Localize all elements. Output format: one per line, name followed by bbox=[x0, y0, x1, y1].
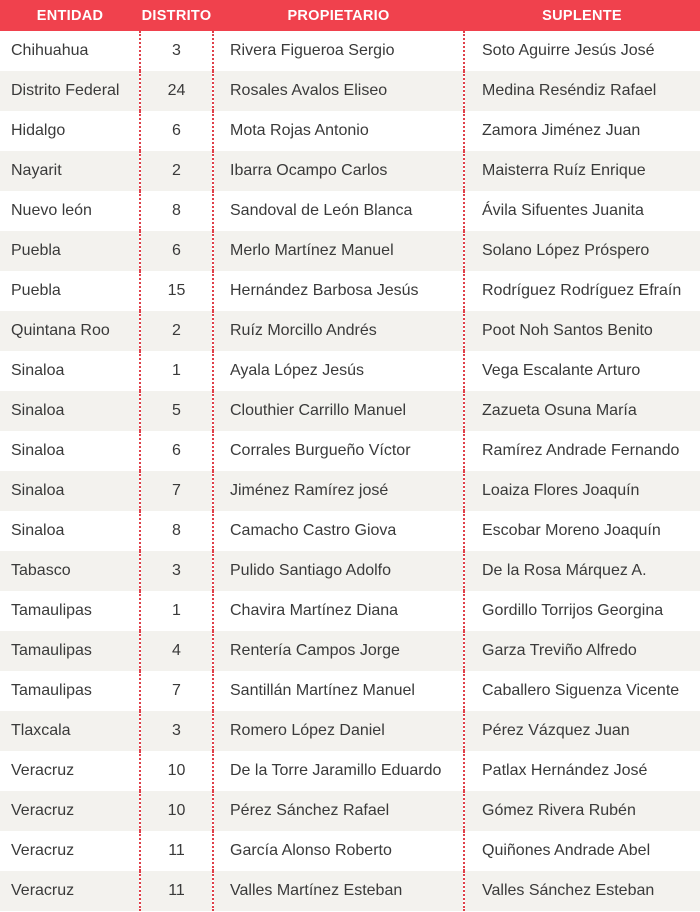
cell-distrito: 10 bbox=[140, 791, 213, 831]
cell-entidad: Veracruz bbox=[0, 871, 140, 911]
cell-suplente: Pérez Vázquez Juan bbox=[464, 711, 700, 751]
cell-distrito: 8 bbox=[140, 511, 213, 551]
cell-distrito: 8 bbox=[140, 191, 213, 231]
cell-propietario: Valles Martínez Esteban bbox=[213, 871, 464, 911]
cell-entidad: Tabasco bbox=[0, 551, 140, 591]
cell-suplente: Ávila Sifuentes Juanita bbox=[464, 191, 700, 231]
cell-distrito: 2 bbox=[140, 311, 213, 351]
cell-distrito: 6 bbox=[140, 431, 213, 471]
cell-distrito: 10 bbox=[140, 751, 213, 791]
cell-propietario: Rivera Figueroa Sergio bbox=[213, 31, 464, 71]
cell-distrito: 11 bbox=[140, 871, 213, 911]
cell-distrito: 2 bbox=[140, 151, 213, 191]
cell-distrito: 24 bbox=[140, 71, 213, 111]
cell-entidad: Nuevo león bbox=[0, 191, 140, 231]
cell-suplente: Medina Reséndiz Rafael bbox=[464, 71, 700, 111]
cell-entidad: Tamaulipas bbox=[0, 631, 140, 671]
cell-entidad: Chihuahua bbox=[0, 31, 140, 71]
table-header bbox=[0, 0, 700, 31]
cell-entidad: Tamaulipas bbox=[0, 671, 140, 711]
cell-propietario: Pulido Santiago Adolfo bbox=[213, 551, 464, 591]
header-suplente: SUPLENTE bbox=[464, 0, 700, 31]
table-row bbox=[0, 831, 700, 871]
cell-propietario: Jiménez Ramírez josé bbox=[213, 471, 464, 511]
table-row bbox=[0, 191, 700, 231]
cell-propietario: Ruíz Morcillo Andrés bbox=[213, 311, 464, 351]
header-row bbox=[0, 0, 700, 31]
cell-propietario: Rosales Avalos Eliseo bbox=[213, 71, 464, 111]
table-row bbox=[0, 351, 700, 391]
cell-suplente: Solano López Próspero bbox=[464, 231, 700, 271]
cell-suplente: Zamora Jiménez Juan bbox=[464, 111, 700, 151]
cell-distrito: 3 bbox=[140, 551, 213, 591]
cell-suplente: Garza Treviño Alfredo bbox=[464, 631, 700, 671]
cell-distrito: 3 bbox=[140, 711, 213, 751]
cell-propietario: Merlo Martínez Manuel bbox=[213, 231, 464, 271]
table-row bbox=[0, 31, 700, 71]
table-row bbox=[0, 471, 700, 511]
cell-entidad: Quintana Roo bbox=[0, 311, 140, 351]
cell-entidad: Tamaulipas bbox=[0, 591, 140, 631]
cell-suplente: Patlax Hernández José bbox=[464, 751, 700, 791]
cell-entidad: Nayarit bbox=[0, 151, 140, 191]
table-row bbox=[0, 271, 700, 311]
cell-propietario: Mota Rojas Antonio bbox=[213, 111, 464, 151]
cell-entidad: Puebla bbox=[0, 271, 140, 311]
cell-suplente: Caballero Siguenza Vicente bbox=[464, 671, 700, 711]
cell-suplente: Loaiza Flores Joaquín bbox=[464, 471, 700, 511]
table-row bbox=[0, 791, 700, 831]
cell-propietario: Hernández Barbosa Jesús bbox=[213, 271, 464, 311]
cell-suplente: Maisterra Ruíz Enrique bbox=[464, 151, 700, 191]
cell-suplente: Vega Escalante Arturo bbox=[464, 351, 700, 391]
cell-entidad: Puebla bbox=[0, 231, 140, 271]
cell-suplente: De la Rosa Márquez A. bbox=[464, 551, 700, 591]
cell-propietario: Ayala López Jesús bbox=[213, 351, 464, 391]
cell-propietario: Camacho Castro Giova bbox=[213, 511, 464, 551]
table-body bbox=[0, 31, 700, 911]
table-row bbox=[0, 671, 700, 711]
cell-suplente: Ramírez Andrade Fernando bbox=[464, 431, 700, 471]
cell-distrito: 7 bbox=[140, 471, 213, 511]
cell-suplente: Poot Noh Santos Benito bbox=[464, 311, 700, 351]
table-row bbox=[0, 231, 700, 271]
cell-entidad: Hidalgo bbox=[0, 111, 140, 151]
table-row bbox=[0, 551, 700, 591]
cell-propietario: Romero López Daniel bbox=[213, 711, 464, 751]
table-row bbox=[0, 71, 700, 111]
cell-suplente: Escobar Moreno Joaquín bbox=[464, 511, 700, 551]
header-distrito: DISTRITO bbox=[140, 0, 213, 31]
cell-distrito: 1 bbox=[140, 351, 213, 391]
cell-distrito: 7 bbox=[140, 671, 213, 711]
cell-propietario: Rentería Campos Jorge bbox=[213, 631, 464, 671]
cell-distrito: 4 bbox=[140, 631, 213, 671]
cell-entidad: Veracruz bbox=[0, 751, 140, 791]
cell-distrito: 6 bbox=[140, 231, 213, 271]
cell-suplente: Soto Aguirre Jesús José bbox=[464, 31, 700, 71]
cell-suplente: Zazueta Osuna María bbox=[464, 391, 700, 431]
cell-distrito: 1 bbox=[140, 591, 213, 631]
cell-propietario: García Alonso Roberto bbox=[213, 831, 464, 871]
cell-distrito: 11 bbox=[140, 831, 213, 871]
cell-entidad: Sinaloa bbox=[0, 431, 140, 471]
cell-suplente: Quiñones Andrade Abel bbox=[464, 831, 700, 871]
header-entidad: ENTIDAD bbox=[0, 0, 140, 31]
table-row bbox=[0, 431, 700, 471]
cell-distrito: 15 bbox=[140, 271, 213, 311]
cell-suplente: Gómez Rivera Rubén bbox=[464, 791, 700, 831]
table-row bbox=[0, 751, 700, 791]
cell-propietario: Pérez Sánchez Rafael bbox=[213, 791, 464, 831]
cell-distrito: 5 bbox=[140, 391, 213, 431]
cell-entidad: Sinaloa bbox=[0, 471, 140, 511]
cell-propietario: Chavira Martínez Diana bbox=[213, 591, 464, 631]
cell-suplente: Valles Sánchez Esteban bbox=[464, 871, 700, 911]
cell-propietario: Ibarra Ocampo Carlos bbox=[213, 151, 464, 191]
cell-suplente: Rodríguez Rodríguez Efraín bbox=[464, 271, 700, 311]
table-row bbox=[0, 151, 700, 191]
table-row bbox=[0, 111, 700, 151]
cell-distrito: 3 bbox=[140, 31, 213, 71]
table-row bbox=[0, 511, 700, 551]
cell-propietario: De la Torre Jaramillo Eduardo bbox=[213, 751, 464, 791]
cell-entidad: Distrito Federal bbox=[0, 71, 140, 111]
table-row bbox=[0, 871, 700, 911]
cell-entidad: Tlaxcala bbox=[0, 711, 140, 751]
table-row bbox=[0, 311, 700, 351]
cell-entidad: Sinaloa bbox=[0, 351, 140, 391]
cell-entidad: Veracruz bbox=[0, 831, 140, 871]
table-row bbox=[0, 631, 700, 671]
table-row bbox=[0, 591, 700, 631]
cell-propietario: Corrales Burgueño Víctor bbox=[213, 431, 464, 471]
cell-entidad: Sinaloa bbox=[0, 511, 140, 551]
header-propietario: PROPIETARIO bbox=[213, 0, 464, 31]
cell-suplente: Gordillo Torrijos Georgina bbox=[464, 591, 700, 631]
cell-distrito: 6 bbox=[140, 111, 213, 151]
cell-propietario: Sandoval de León Blanca bbox=[213, 191, 464, 231]
cell-entidad: Veracruz bbox=[0, 791, 140, 831]
cell-propietario: Santillán Martínez Manuel bbox=[213, 671, 464, 711]
table-row bbox=[0, 711, 700, 751]
cell-propietario: Clouthier Carrillo Manuel bbox=[213, 391, 464, 431]
cell-entidad: Sinaloa bbox=[0, 391, 140, 431]
table-row bbox=[0, 391, 700, 431]
